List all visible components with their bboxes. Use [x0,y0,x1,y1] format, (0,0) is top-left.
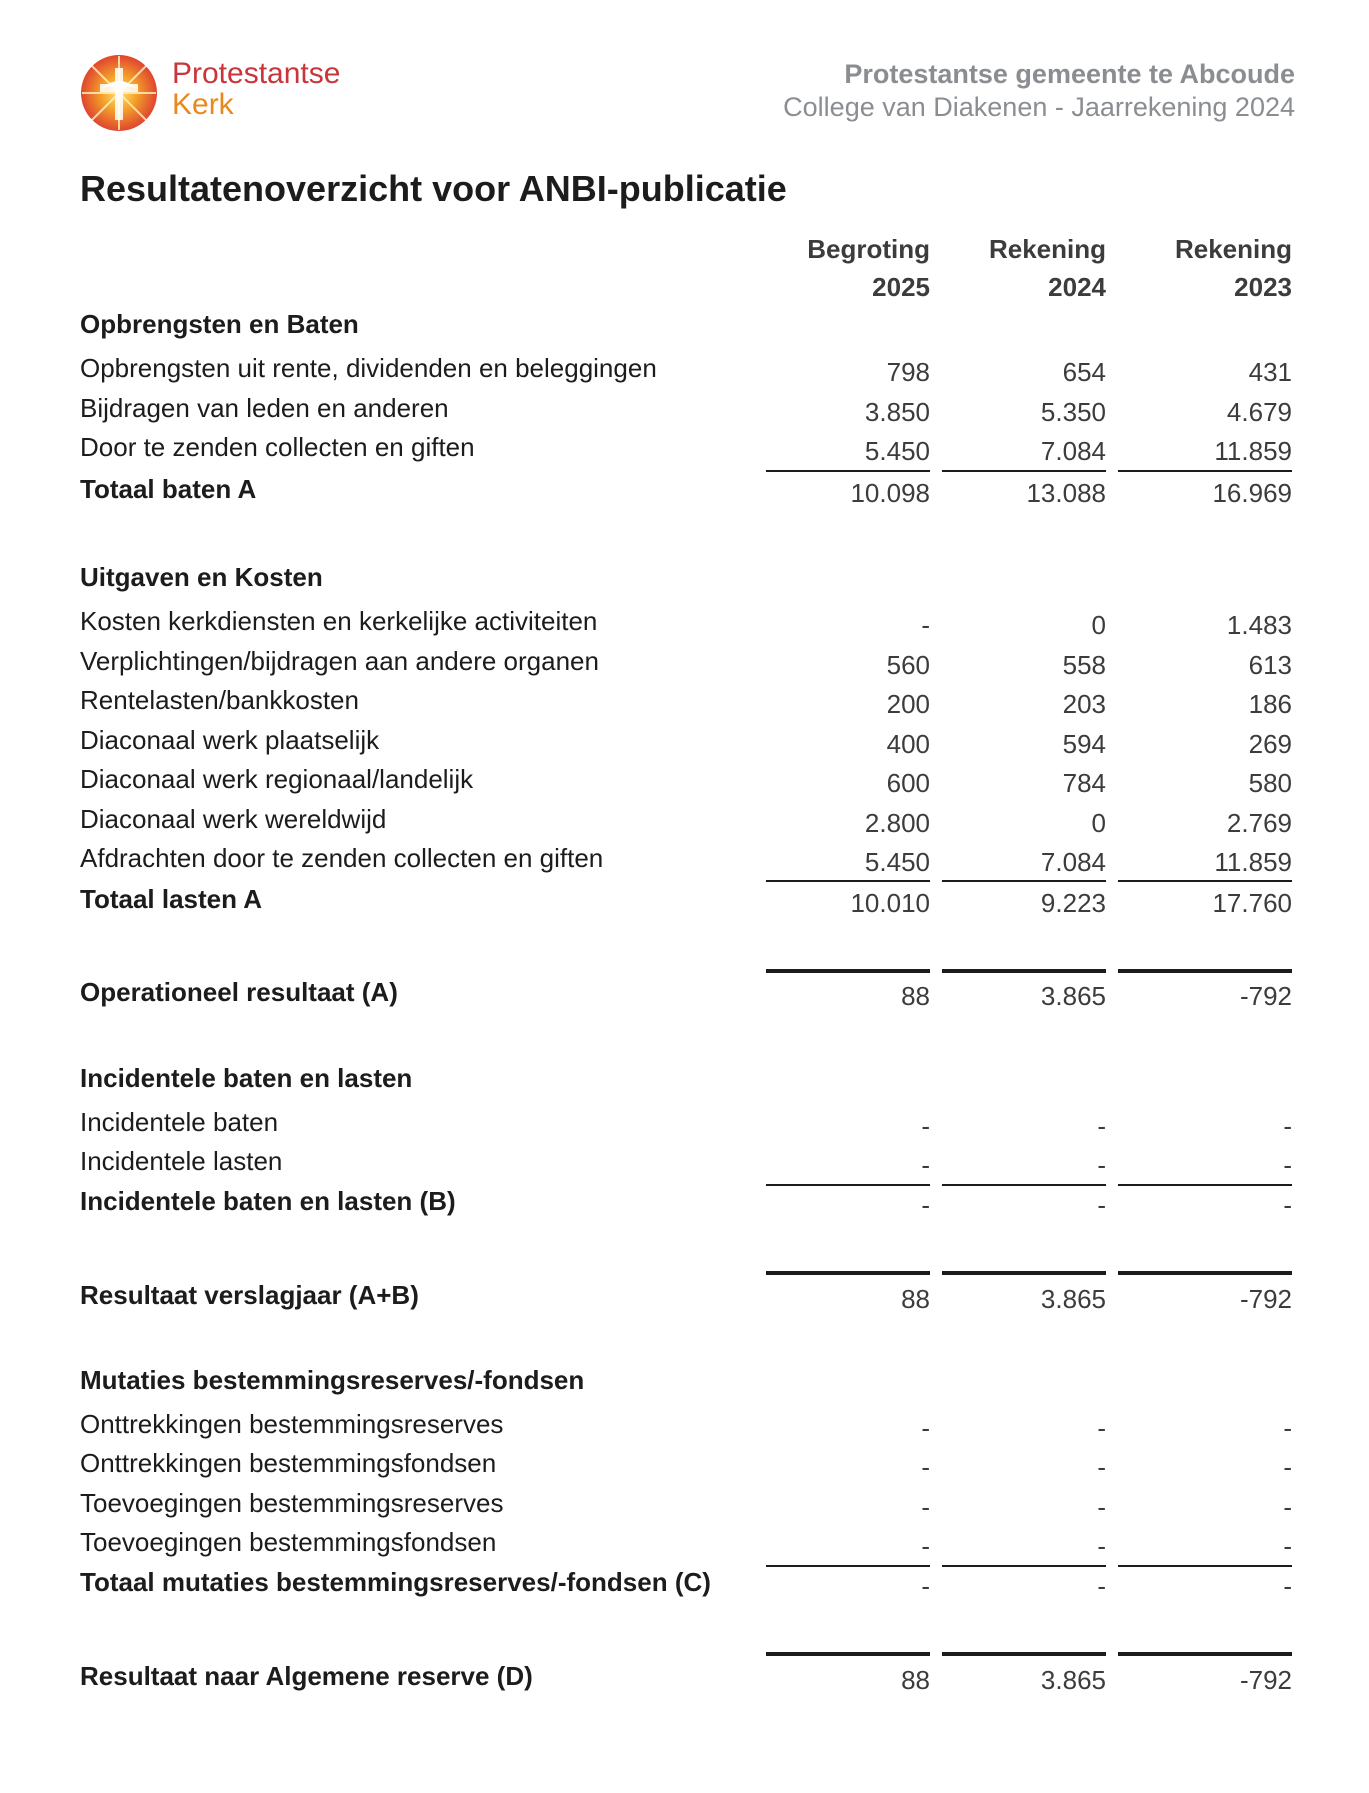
row-label: Incidentele baten [80,1107,279,1137]
value-2025: 400 [886,729,930,759]
value-2025: - [921,1571,930,1601]
value-2023: -792 [1239,1284,1292,1314]
value-2024: - [1097,1150,1106,1180]
row-label: Opbrengsten uit rente, dividenden en beleggingen [80,353,657,383]
value-2025: - [921,1150,930,1180]
value-2025: - [921,1111,930,1141]
value-2025: - [921,1492,930,1522]
row-label: Rentelasten/bankkosten [80,685,359,715]
value-2023: - [1283,1571,1292,1601]
value-2023: - [1283,1531,1292,1561]
row-label: Diaconaal werk regionaal/landelijk [80,764,474,794]
value-2025: 5.450 [864,436,930,466]
value-2024: 654 [1062,357,1106,387]
table-row [0,1483,1369,1523]
section-heading-opbrengsten [0,304,1369,344]
value-2024: 0 [1091,610,1106,640]
row-label: Toevoegingen bestemmingsfondsen [80,1527,497,1557]
value-2025: 88 [901,1665,930,1695]
value-2024: - [1097,1190,1106,1220]
column-header-line1: Rekening [1174,234,1292,264]
row-label: Incidentele baten en lasten (B) [80,1186,456,1216]
row-label: Toevoegingen bestemmingsreserves [80,1488,504,1518]
value-2024: 3.865 [1040,1284,1106,1314]
table-row [0,759,1369,799]
value-2023: 431 [1248,357,1292,387]
section-heading-incidentele [0,1058,1369,1098]
section-heading-mutaties [0,1360,1369,1400]
column-header-line1: Begroting [807,234,930,264]
table-row [0,680,1369,720]
value-2024: 7.084 [1040,847,1106,877]
value-2023: -792 [1239,1665,1292,1695]
protestantse-kerk-logo-icon [80,54,158,132]
document-header [783,58,1295,124]
row-label: Incidentele baten en lasten [80,1063,413,1093]
column-header-line1: Rekening [988,234,1106,264]
document-subtitle: College van Diakenen - Jaarrekening 2024 [783,92,1295,122]
table-row [0,1522,1369,1562]
value-2024: 3.865 [1040,981,1106,1011]
total-row [0,469,1369,509]
table-row [0,641,1369,681]
value-2023: - [1283,1492,1292,1522]
table-row [0,388,1369,428]
row-label: Bijdragen van leden en anderen [80,393,449,423]
row-label: Mutaties bestemmingsreserves/-fondsen [80,1365,585,1395]
value-2023: - [1283,1413,1292,1443]
value-2023: - [1283,1190,1292,1220]
column-header-rekening-2024 [936,230,1106,306]
value-2025: - [921,1531,930,1561]
row-label: Door te zenden collecten en giften [80,432,475,462]
value-2024: - [1097,1531,1106,1561]
result-row [0,972,1369,1012]
value-2023: 11.859 [1214,436,1292,466]
table-row [0,348,1369,388]
value-2024: 558 [1062,650,1106,680]
row-label: Onttrekkingen bestemmingsreserves [80,1409,504,1439]
value-2025: 88 [901,1284,930,1314]
value-2024: 203 [1062,689,1106,719]
row-label: Afdrachten door te zenden collecten en giften [80,843,604,873]
value-2024: 9.223 [1040,888,1106,918]
value-2023: 613 [1248,650,1292,680]
value-2025: 88 [901,981,930,1011]
row-label: Opbrengsten en Baten [80,309,359,339]
table-row [0,720,1369,760]
column-header-begroting-2025 [760,230,930,306]
value-2023: 580 [1248,768,1292,798]
logo-line2: Kerk [172,88,234,121]
row-label: Resultaat verslagjaar (A+B) [80,1280,419,1310]
page-title: Resultatenoverzicht voor ANBI-publicatie [80,168,787,209]
value-2025: - [921,1190,930,1220]
value-2024: 0 [1091,808,1106,838]
value-2024: 5.350 [1040,397,1106,427]
value-2025: - [921,1452,930,1482]
value-2025: 10.098 [850,478,930,508]
value-2024: - [1097,1452,1106,1482]
value-2023: 17.760 [1212,888,1292,918]
table-row [0,1141,1369,1181]
value-2024: 594 [1062,729,1106,759]
value-2024: - [1097,1413,1106,1443]
value-2024: 784 [1062,768,1106,798]
section-heading-uitgaven [0,557,1369,597]
table-row [0,1102,1369,1142]
row-label: Uitgaven en Kosten [80,562,323,592]
column-header-line2: 2025 [872,272,930,302]
value-2025: 5.450 [864,847,930,877]
logo-wordmark [172,58,340,120]
value-2025: - [921,1413,930,1443]
table-row [0,601,1369,641]
table-row [0,1404,1369,1444]
row-label: Diaconaal werk wereldwijd [80,804,387,834]
row-label: Diaconaal werk plaatselijk [80,725,380,755]
total-row [0,1562,1369,1602]
total-row [0,879,1369,919]
row-label: Kosten kerkdiensten en kerkelijke activiteiten [80,606,598,636]
value-2024: 13.088 [1026,478,1106,508]
value-2025: 200 [886,689,930,719]
column-header-line2: 2023 [1234,272,1292,302]
column-header-rekening-2023 [1122,230,1292,306]
value-2024: - [1097,1111,1106,1141]
value-2024: - [1097,1492,1106,1522]
row-label: Operationeel resultaat (A) [80,977,398,1007]
organization-name: Protestantse gemeente te Abcoude [844,59,1295,89]
value-2023: 269 [1248,729,1292,759]
value-2023: - [1283,1150,1292,1180]
value-2023: - [1283,1452,1292,1482]
table-row [0,1443,1369,1483]
value-2024: - [1097,1571,1106,1601]
value-2023: 16.969 [1212,478,1292,508]
value-2023: - [1283,1111,1292,1141]
total-row [0,1181,1369,1221]
value-2023: 2.769 [1226,808,1292,838]
value-2025: 600 [886,768,930,798]
result-row [0,1656,1369,1696]
row-label: Onttrekkingen bestemmingsfondsen [80,1448,497,1478]
value-2025: 10.010 [850,888,930,918]
value-2024: 7.084 [1040,436,1106,466]
result-row [0,1275,1369,1315]
value-2023: 1.483 [1226,610,1292,640]
row-label: Totaal baten A [80,474,257,504]
value-2023: 11.859 [1214,847,1292,877]
value-2025: 798 [886,357,930,387]
table-row [0,799,1369,839]
row-label: Verplichtingen/bijdragen aan andere organen [80,646,599,676]
table-row [0,838,1369,878]
value-2025: - [921,610,930,640]
value-2025: 560 [886,650,930,680]
value-2024: 3.865 [1040,1665,1106,1695]
value-2025: 2.800 [864,808,930,838]
value-2023: 186 [1248,689,1292,719]
column-header-line2: 2024 [1048,272,1106,302]
row-label: Totaal lasten A [80,884,263,914]
row-label: Resultaat naar Algemene reserve (D) [80,1661,533,1691]
table-row [0,427,1369,467]
logo-line1: Protestantse [172,57,341,90]
value-2025: 3.850 [864,397,930,427]
value-2023: -792 [1239,981,1292,1011]
row-label: Incidentele lasten [80,1146,283,1176]
value-2023: 4.679 [1226,397,1292,427]
row-label: Totaal mutaties bestemmingsreserves/-fondsen (C) [80,1567,711,1597]
